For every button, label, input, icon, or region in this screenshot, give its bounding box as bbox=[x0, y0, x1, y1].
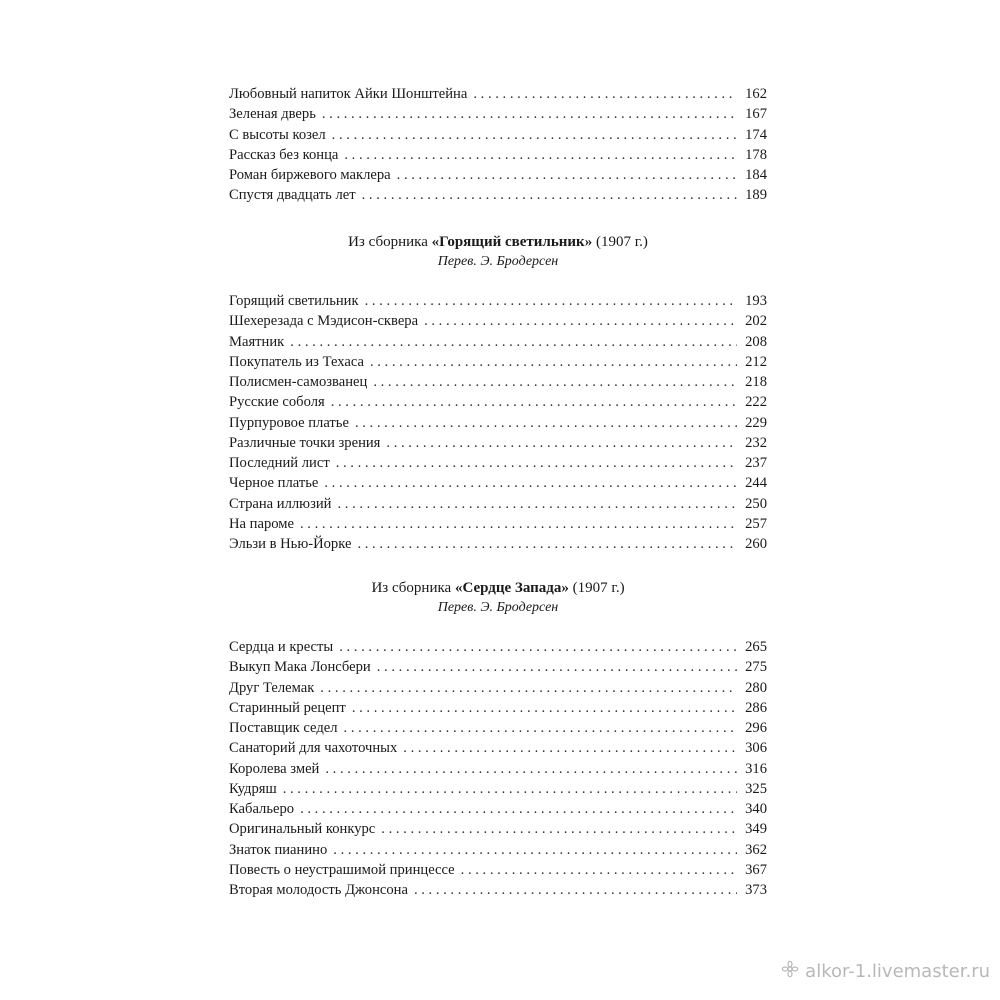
toc-entry bbox=[229, 779, 767, 799]
toc-entry bbox=[229, 759, 767, 779]
dot-leader bbox=[355, 413, 737, 433]
entry-page-number: 193 bbox=[745, 293, 767, 309]
entry-title: Выкуп Мака Лонсбери bbox=[229, 659, 371, 676]
entry-title: Старинный рецепт bbox=[229, 699, 346, 716]
flower-icon bbox=[781, 960, 799, 983]
dot-leader bbox=[461, 860, 737, 880]
entry-page-number: 340 bbox=[745, 801, 767, 817]
watermark bbox=[781, 960, 990, 983]
toc-entry bbox=[229, 473, 767, 493]
section-3-heading bbox=[229, 578, 767, 598]
dot-leader bbox=[414, 880, 737, 900]
dot-leader bbox=[333, 840, 737, 860]
entry-title: Русские соболя bbox=[229, 394, 325, 411]
heading-year: (1907 г.) bbox=[568, 580, 625, 596]
toc-entry bbox=[229, 860, 767, 880]
section-2-translator: Перев. Э. Бродерсен bbox=[437, 254, 559, 269]
entry-title: На пароме bbox=[229, 515, 294, 532]
dot-leader bbox=[283, 779, 737, 799]
entry-title: Санаторий для чахоточных bbox=[229, 740, 398, 757]
collection-name: «Горящий светильник» bbox=[431, 234, 593, 250]
dot-leader bbox=[332, 125, 737, 145]
dot-leader bbox=[403, 738, 737, 758]
entry-page-number: 257 bbox=[745, 515, 767, 532]
entry-title: Рассказ без конца bbox=[229, 146, 339, 163]
entry-title: Шехерезада с Мэдисон-сквера bbox=[229, 313, 419, 330]
toc-entry bbox=[229, 392, 767, 412]
entry-page-number: 229 bbox=[745, 414, 767, 431]
toc-entry bbox=[229, 637, 767, 657]
entry-title: Спустя двадцать лет bbox=[229, 187, 356, 204]
entry-title: Горящий светильник bbox=[229, 293, 359, 309]
entry-title: Покупатель из Техаса bbox=[229, 353, 364, 370]
entry-title: Королева змей bbox=[229, 760, 320, 777]
dot-leader bbox=[381, 819, 737, 839]
entry-title: Кабальеро bbox=[229, 801, 295, 817]
dot-leader bbox=[357, 534, 737, 554]
entry-page-number: 250 bbox=[745, 495, 767, 512]
entry-title: Последний лист bbox=[229, 455, 330, 471]
toc-entry bbox=[229, 678, 767, 698]
entry-page-number: 349 bbox=[745, 821, 767, 838]
toc-entry bbox=[229, 534, 767, 554]
dot-leader bbox=[370, 352, 737, 372]
dot-leader bbox=[424, 311, 737, 331]
toc-entry bbox=[229, 311, 767, 331]
heading-year: (1907 г.) bbox=[592, 234, 648, 250]
dot-leader bbox=[362, 185, 737, 205]
watermark-text: alkor-1.livemaster.ru bbox=[805, 961, 990, 982]
dot-leader bbox=[325, 759, 737, 779]
entry-title: Полисмен-самозванец bbox=[229, 374, 368, 390]
toc-list-section-1 bbox=[229, 84, 767, 206]
entry-page-number: 184 bbox=[745, 167, 767, 183]
entry-title: Страна иллюзий bbox=[229, 495, 332, 512]
entry-page-number: 286 bbox=[745, 699, 767, 716]
entry-page-number: 325 bbox=[745, 780, 767, 797]
entry-title: Роман биржевого маклера bbox=[229, 167, 391, 183]
entry-title: Зеленая дверь bbox=[229, 106, 316, 123]
dot-leader bbox=[324, 473, 737, 493]
toc-entry bbox=[229, 840, 767, 860]
entry-title: Пурпуровое платье bbox=[229, 414, 349, 431]
dot-leader bbox=[290, 332, 737, 352]
toc-entry bbox=[229, 718, 767, 738]
toc-entry bbox=[229, 880, 767, 900]
entry-title: Повесть о неустрашимой принцессе bbox=[229, 861, 455, 878]
entry-page-number: 178 bbox=[745, 146, 767, 163]
toc-entry bbox=[229, 291, 767, 311]
entry-page-number: 316 bbox=[745, 760, 767, 777]
dot-leader bbox=[300, 514, 737, 534]
entry-page-number: 237 bbox=[745, 455, 767, 471]
toc-entry bbox=[229, 413, 767, 433]
toc-entry bbox=[229, 145, 767, 165]
toc-list-section-2 bbox=[229, 291, 767, 554]
dot-leader bbox=[331, 392, 737, 412]
entry-page-number: 189 bbox=[745, 187, 767, 204]
entry-page-number: 232 bbox=[745, 434, 767, 451]
toc-entry bbox=[229, 372, 767, 392]
dot-leader bbox=[320, 678, 737, 698]
entry-title: С высоты козел bbox=[229, 126, 326, 143]
dot-leader bbox=[300, 799, 737, 819]
entry-page-number: 296 bbox=[745, 720, 767, 736]
toc-entry bbox=[229, 165, 767, 185]
dot-leader bbox=[397, 165, 737, 185]
entry-title: Кудряш bbox=[229, 780, 277, 797]
toc-entry bbox=[229, 819, 767, 839]
toc-entry bbox=[229, 698, 767, 718]
entry-title: Друг Телемак bbox=[229, 679, 315, 696]
entry-page-number: 174 bbox=[745, 126, 767, 143]
toc-entry bbox=[229, 799, 767, 819]
entry-title: Поставщик седел bbox=[229, 720, 338, 736]
entry-page-number: 208 bbox=[745, 333, 767, 350]
toc-entry bbox=[229, 332, 767, 352]
entry-page-number: 218 bbox=[745, 374, 767, 390]
entry-page-number: 280 bbox=[745, 679, 767, 696]
toc-entry bbox=[229, 84, 767, 104]
dot-leader bbox=[473, 84, 737, 104]
dot-leader bbox=[322, 104, 737, 124]
toc-list-section-3 bbox=[229, 637, 767, 900]
entry-title: Вторая молодость Джонсона bbox=[229, 882, 408, 898]
heading-prefix: Из сборника bbox=[371, 580, 455, 596]
entry-page-number: 202 bbox=[745, 313, 767, 330]
entry-title: Черное платье bbox=[229, 475, 319, 492]
toc-entry bbox=[229, 352, 767, 372]
dot-leader bbox=[386, 433, 737, 453]
entry-title: Любовный напиток Айки Шонштейна bbox=[229, 86, 468, 102]
entry-page-number: 373 bbox=[745, 882, 767, 898]
dot-leader bbox=[344, 718, 737, 738]
entry-page-number: 275 bbox=[745, 659, 767, 676]
entry-page-number: 244 bbox=[745, 475, 767, 492]
entry-title: Знаток пианино bbox=[229, 841, 328, 858]
toc-entry bbox=[229, 657, 767, 677]
toc-entry bbox=[229, 433, 767, 453]
entry-page-number: 362 bbox=[745, 841, 767, 858]
entry-page-number: 260 bbox=[745, 536, 767, 552]
collection-name: «Сердце Запада» bbox=[454, 580, 569, 596]
entry-title: Оригинальный конкурс bbox=[229, 821, 376, 838]
dot-leader bbox=[352, 698, 737, 718]
heading-prefix: Из сборника bbox=[348, 234, 432, 250]
toc-entry bbox=[229, 104, 767, 124]
toc-entry bbox=[229, 185, 767, 205]
entry-title: Маятник bbox=[229, 333, 285, 350]
entry-page-number: 167 bbox=[745, 106, 767, 123]
toc-entry bbox=[229, 738, 767, 758]
entry-title: Различные точки зрения bbox=[229, 434, 381, 451]
dot-leader bbox=[377, 657, 737, 677]
dot-leader bbox=[337, 494, 737, 514]
section-3-translator: Перев. Э. Бродерсен bbox=[437, 600, 559, 615]
dot-leader bbox=[344, 145, 737, 165]
toc-entry bbox=[229, 453, 767, 473]
entry-page-number: 212 bbox=[745, 353, 767, 370]
entry-title: Эльзи в Нью-Йорке bbox=[229, 536, 352, 552]
dot-leader bbox=[365, 291, 737, 311]
entry-page-number: 367 bbox=[745, 861, 767, 878]
dot-leader bbox=[339, 637, 737, 657]
toc-entry bbox=[229, 494, 767, 514]
toc-entry bbox=[229, 514, 767, 534]
dot-leader bbox=[336, 453, 737, 473]
toc-entry bbox=[229, 125, 767, 145]
dot-leader bbox=[373, 372, 737, 392]
entry-page-number: 306 bbox=[745, 740, 767, 757]
entry-title: Сердца и кресты bbox=[229, 639, 334, 655]
section-2-heading bbox=[229, 232, 767, 252]
entry-page-number: 265 bbox=[745, 639, 767, 655]
entry-page-number: 222 bbox=[745, 394, 767, 411]
entry-page-number: 162 bbox=[745, 86, 767, 102]
